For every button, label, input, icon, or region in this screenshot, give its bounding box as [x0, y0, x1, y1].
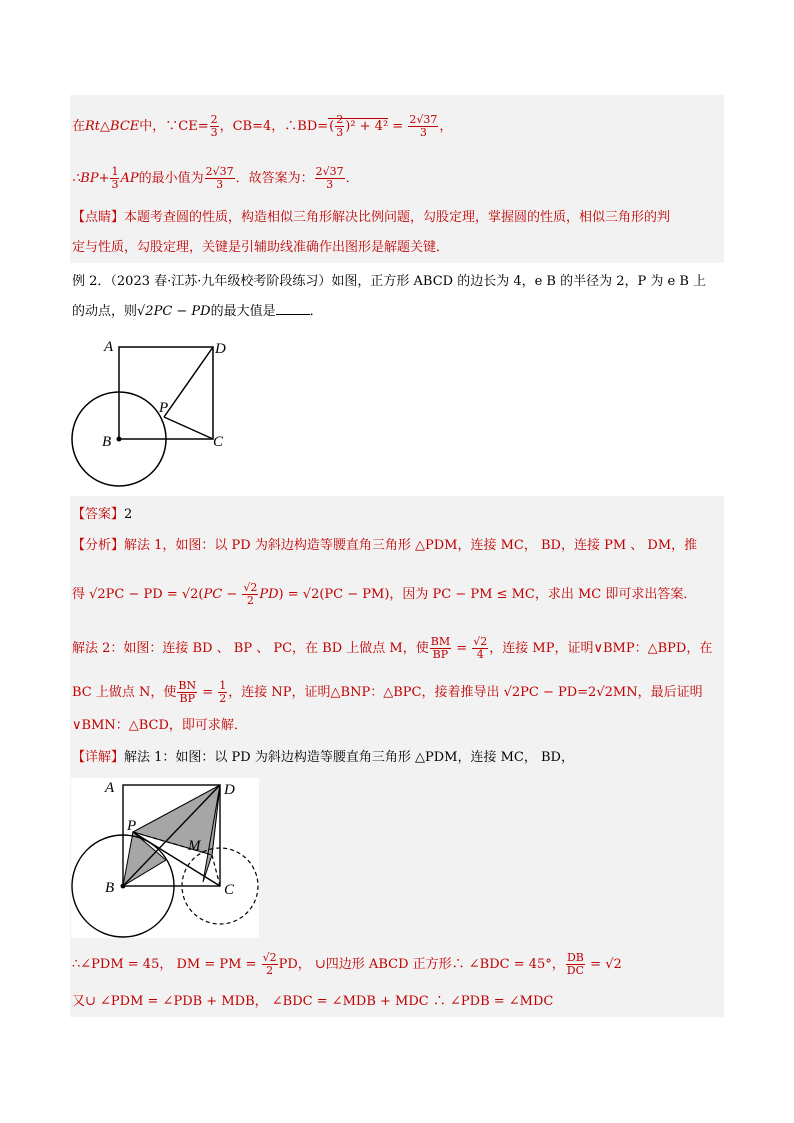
- detail-label: 【详解】: [72, 750, 125, 765]
- segment-pc: [164, 417, 213, 439]
- analysis-label: 【分析】: [72, 538, 125, 553]
- label-c: C: [224, 882, 235, 898]
- point-b-dot: [117, 437, 122, 442]
- label-a: A: [104, 339, 114, 355]
- label-d: D: [224, 782, 235, 798]
- label-p: P: [159, 400, 169, 416]
- label-b: B: [102, 434, 112, 450]
- bottom-line-2: 又∪ ∠PDM = ∠PDB + MDB， ∠BDC = ∠MDB + MDC ∴ ∠PDB = ∠MDC: [72, 994, 554, 1009]
- comment-line-1: 【点睛】本题考查圆的性质，构造相似三角形解决比例问题，勾股定理，掌握圆的性质，相似三角形的判: [72, 210, 671, 225]
- label-m: M: [188, 838, 201, 854]
- min-value-line: ∴BP+ $\frac{1}{3}$ AP的最小值为 $\frac{2√37}{3}$ ．故答案为： $\frac{2√37}{3}$ ．: [72, 165, 359, 191]
- figure-2-construction: [71, 778, 259, 938]
- answer-blank: [276, 314, 310, 315]
- comment-line-2: 定与性质，勾股定理，关键是引辅助线准确作出图形是解题关键．: [72, 240, 450, 255]
- analysis-line-5: ∨BMN：△BCD，即可求解．: [72, 718, 247, 733]
- answer-value: 2: [124, 507, 133, 522]
- label-c: C: [213, 434, 224, 450]
- analysis-line-3: 解法 2：如图：连接 BD 、 BP 、 PC，在 BD 上做点 M，使 $\frac{BM}{BP}$ = $\frac{√2}{4}$ ，连接 MP，证明∨BMP：△BPD，在: [72, 635, 713, 661]
- answer-label: 【答案】: [72, 507, 125, 522]
- bottom-line-1: ∴∠PDM = 45， DM = PM = $\frac{√2}{2}$ PD， ∪四边形 ABCD 正方形∴ ∠BDC = 45°， $\frac{DB}{DC}$ = √2: [72, 951, 622, 977]
- analysis-line-1: 【分析】解法 1，如图：以 PD 为斜边构造等腰直角三角形 △PDM，连接 MC， BD，连接 PM 、 DM，推: [72, 538, 698, 553]
- analysis-line-2: 得 √2PC − PD = √2(PC − $\frac{√2}{2}$ PD) = √2(PC − PM)，因为 PC − PM ≤ MC，求出 MC 即可求出答案．: [72, 581, 697, 607]
- label-p: P: [127, 818, 137, 834]
- detail-line-1: 【详解】解法 1：如图：以 PD 为斜边构造等腰直角三角形 △PDM，连接 MC， BD，: [72, 750, 574, 765]
- label-a: A: [105, 780, 115, 796]
- answer-line: [72, 505, 132, 525]
- comment-label: 【点睛】: [72, 210, 125, 225]
- bd-computation-line: 在Rt△BCE中，∵CE= $\frac{2}{3}$ ，CB=4，∴BD=( $\frac{2}{3}$ )² + 4² = $\frac{2√37}{3}$ ，: [72, 113, 453, 139]
- label-d: D: [215, 341, 226, 357]
- point-b-dot: [121, 884, 126, 889]
- figure-1-square-circle: [60, 338, 260, 498]
- analysis-line-4: BC 上做点 N，使 $\frac{BN}{BP}$ = $\frac{1}{2}$ ，连接 NP，证明△BNP：△BPC，接着推导出 √2PC − PD=2√2MN，最后证明: [72, 679, 703, 705]
- square-abcd: [119, 347, 213, 439]
- example-line-2: 的动点，则√2PC − PD的最大值是 ．: [72, 304, 323, 319]
- segment-pd: [164, 347, 213, 417]
- label-b: B: [105, 880, 115, 896]
- example-line-1: 例 2．（2023 春·江苏·九年级校考阶段练习）如图，正方形 ABCD 的边长为 4，e B 的半径为 2，P 为 e B 上: [72, 274, 707, 289]
